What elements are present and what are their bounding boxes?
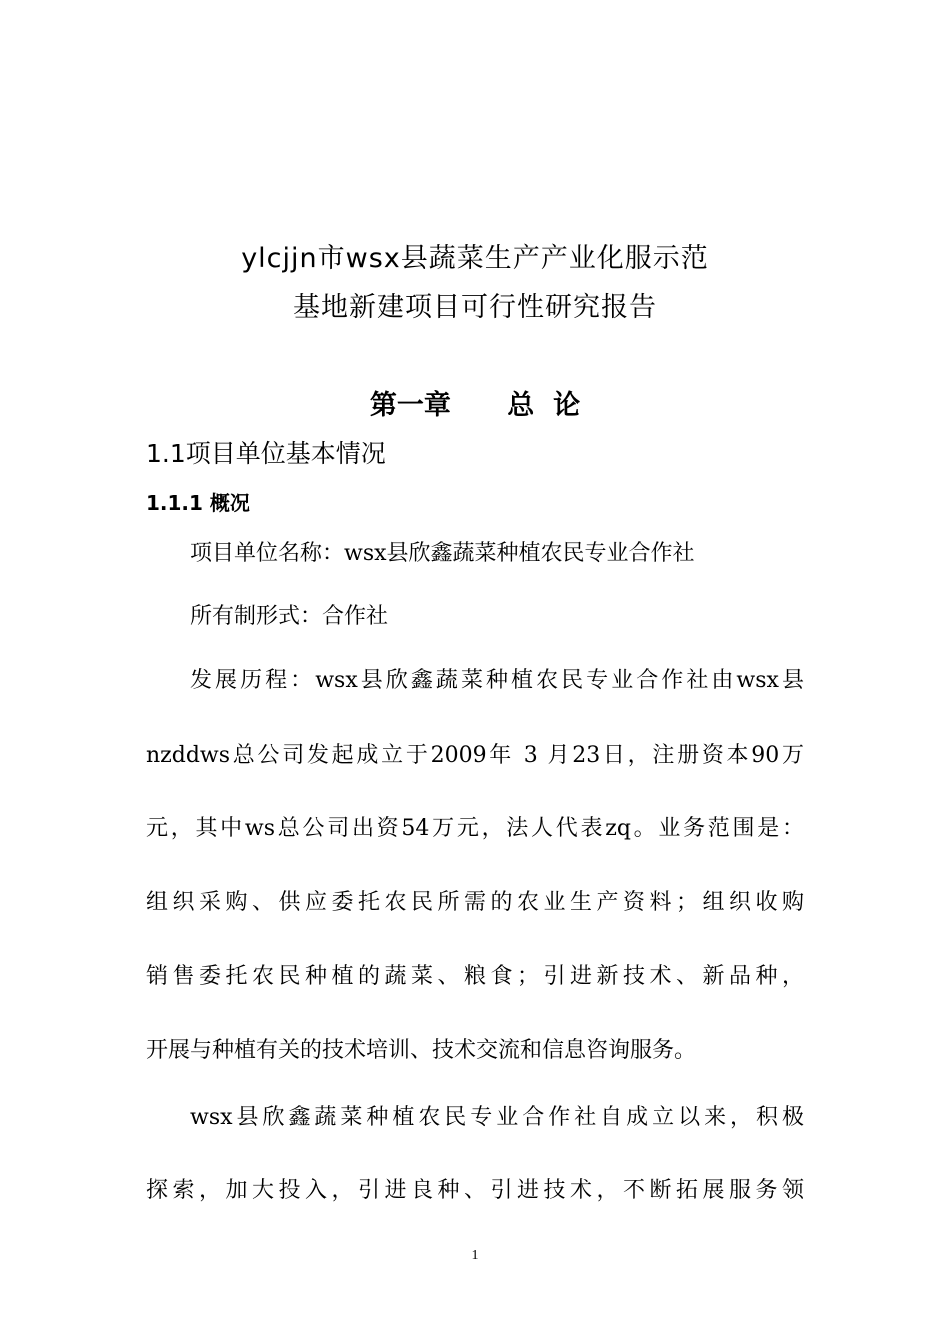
document-title-line-2: 基地新建项目可行性研究报告 (293, 292, 657, 323)
paragraph-line: 探索，加大投入，引进良种、引进技术，不断拓展服务领 (146, 1178, 804, 1203)
section-heading: 1.1项目单位基本情况 (146, 439, 386, 468)
paragraph-line: 开展与种植有关的技术培训、技术交流和信息咨询服务。 (146, 1038, 697, 1063)
document-title-line-1: ylcjjn市wsx县蔬菜生产产业化服示范 (241, 243, 709, 274)
subsection-heading: 1.1.1 概况 (146, 491, 250, 515)
paragraph-line: nzddws总公司发起成立于2009年 3 月23日，注册资本90万 (146, 743, 804, 768)
paragraph-line: wsx县欣鑫蔬菜种植农民专业合作社自成立以来，积极 (190, 1105, 804, 1130)
paragraph-line: 组织采购、供应委托农民所需的农业生产资料；组织收购 (146, 890, 804, 915)
chapter-heading: 第一章 总 论 (369, 390, 581, 421)
paragraph-line: 项目单位名称：wsx县欣鑫蔬菜种植农民专业合作社 (190, 541, 695, 566)
paragraph-line: 发展历程：wsx县欣鑫蔬菜种植农民专业合作社由wsx县 (190, 668, 804, 693)
page-number: 1 (471, 1248, 479, 1263)
paragraph-line: 元，其中ws总公司出资54万元，法人代表zq。业务范围是： (146, 816, 804, 841)
paragraph-line: 销售委托农民种植的蔬菜、粮食；引进新技术、新品种， (146, 964, 804, 989)
paragraph-line: 所有制形式：合作社 (190, 604, 389, 629)
